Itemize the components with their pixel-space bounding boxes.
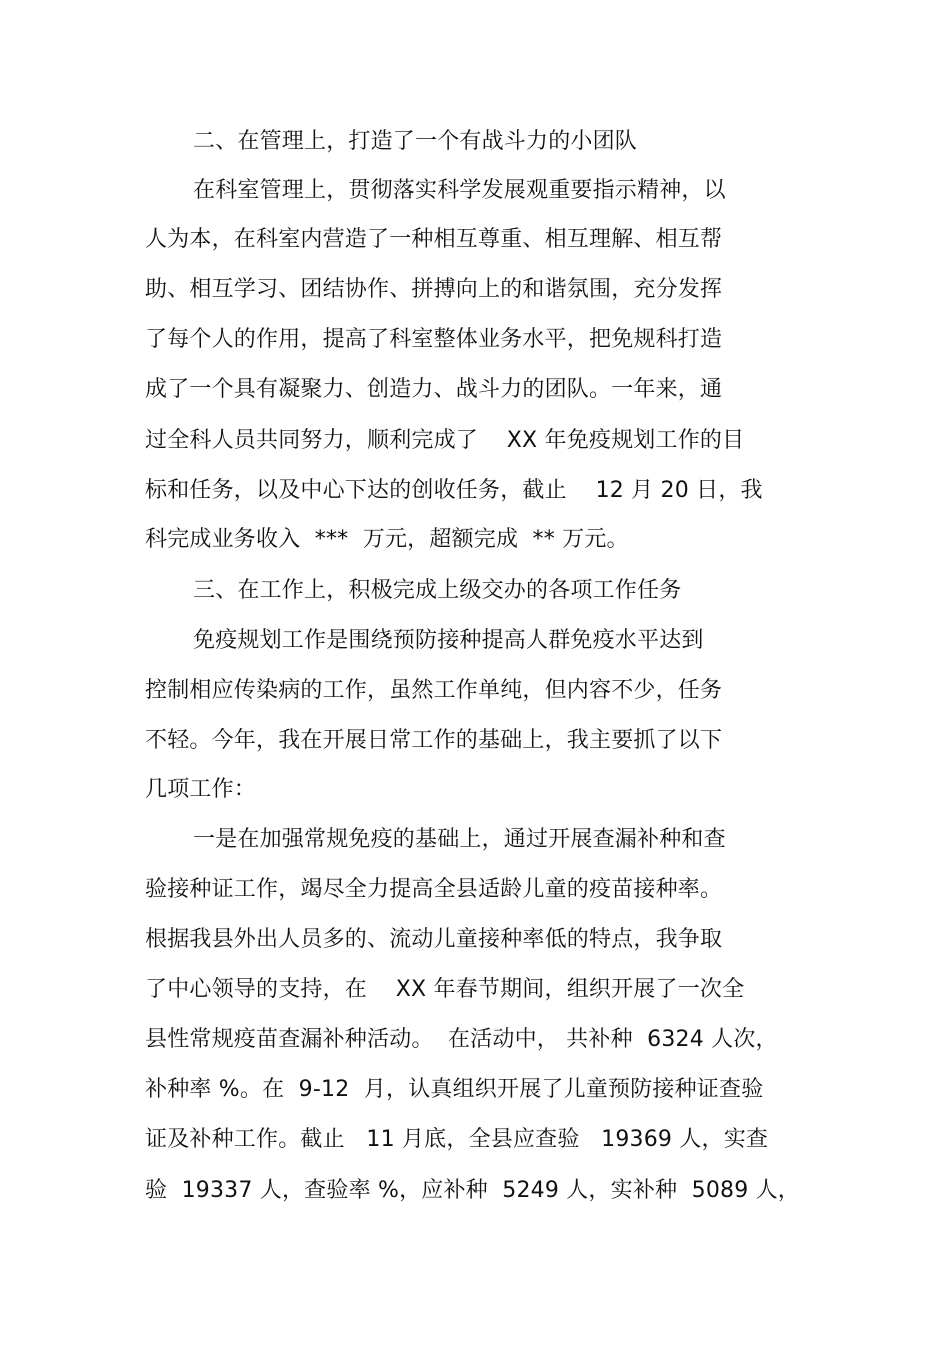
- paragraph-line: 免疫规划工作是围绕预防接种提高人群免疫水平达到: [193, 628, 704, 653]
- paragraph-line: 人为本，在科室内营造了一种相互尊重、相互理解、相互帮: [145, 227, 723, 252]
- paragraph-line: 县性常规疫苗查漏补种活动。 在活动中， 共补种 6324 人次，: [145, 1027, 778, 1052]
- paragraph-line: 在科室管理上，贯彻落实科学发展观重要指示精神，以: [193, 178, 726, 203]
- paragraph-line: 科完成业务收入 *** 万元，超额完成 ** 万元。: [145, 527, 629, 552]
- paragraph-line: 不轻。今年，我在开展日常工作的基础上，我主要抓了以下: [145, 728, 723, 753]
- section-heading-management: 二、在管理上，打造了一个有战斗力的小团队: [193, 129, 638, 154]
- paragraph-line: 了每个人的作用，提高了科室整体业务水平，把免规科打造: [145, 327, 723, 352]
- paragraph-line: 根据我县外出人员多的、流动儿童接种率低的特点，我争取: [145, 927, 723, 952]
- paragraph-line: 标和任务，以及中心下达的创收任务，截止 12 月 20 日，我: [145, 478, 763, 503]
- paragraph-line: 成了一个具有凝聚力、创造力、战斗力的团队。一年来，通: [145, 377, 723, 402]
- paragraph-line: 几项工作：: [145, 777, 257, 802]
- paragraph-line: 验 19337 人，查验率 %，应补种 5249 人，实补种 5089 人，: [145, 1178, 800, 1203]
- paragraph-line: 一是在加强常规免疫的基础上，通过开展查漏补种和查: [193, 827, 726, 852]
- paragraph-line: 助、相互学习、团结协作、拼搏向上的和谐氛围，充分发挥: [145, 277, 723, 302]
- section-heading-work: 三、在工作上，积极完成上级交办的各项工作任务: [193, 578, 682, 603]
- paragraph-line: 证及补种工作。截止 11 月底，全县应查验 19369 人，实查: [145, 1127, 769, 1152]
- paragraph-line: 过全科人员共同努力，顺利完成了 XX 年免疫规划工作的目: [145, 428, 745, 453]
- paragraph-line: 验接种证工作，竭尽全力提高全县适龄儿童的疫苗接种率。: [145, 877, 723, 902]
- paragraph-line: 控制相应传染病的工作，虽然工作单纯，但内容不少，任务: [145, 678, 723, 703]
- paragraph-line: 补种率 %。在 9-12 月，认真组织开展了儿童预防接种证查验: [145, 1077, 764, 1102]
- paragraph-line: 了中心领导的支持，在 XX 年春节期间，组织开展了一次全: [145, 977, 745, 1002]
